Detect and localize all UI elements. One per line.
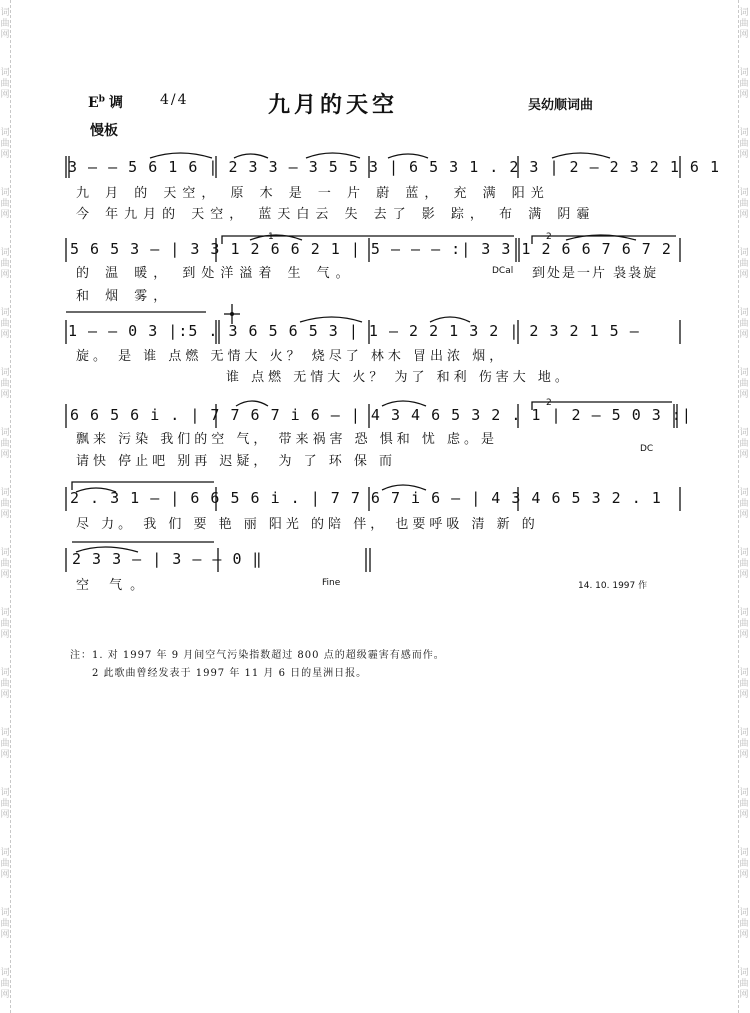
system-4-notes: 6 6 5 6 i . | 7 7 6 7 i 6 — | 4 3 4 6 5 3 2 . 1 | 2 — 5 0 3 :| [70, 406, 692, 424]
volta-2-bracket [532, 236, 676, 244]
system-2-lyric-2: 和 烟 雾， [76, 289, 173, 304]
system-6-notes: 2 3 3 — | 3 — — 0 ‖ [72, 550, 263, 568]
watermark-glyphs: 词 曲 网 [739, 608, 749, 640]
watermark-glyphs: 词 曲 网 [739, 188, 749, 220]
tempo-marking: 慢板 [90, 123, 118, 139]
watermark-glyphs: 词 曲 网 [0, 368, 10, 400]
watermark-glyphs: 词 曲 网 [739, 788, 749, 820]
watermark-glyphs: 词 曲 网 [739, 128, 749, 160]
footnote-1: 注：1. 对 1997 年 9 月间空气污染指数超过 800 点的超级霾害有感而作。 [70, 650, 445, 661]
system-6-lyric-1: 空 气。 [76, 578, 152, 593]
tie [300, 317, 362, 322]
time-signature: 4/4 [160, 92, 189, 108]
watermark-glyphs: 词 曲 网 [0, 608, 10, 640]
composer-credit: 吴幼顺词曲 [528, 98, 594, 113]
watermark-glyphs: 词 曲 网 [739, 368, 749, 400]
volta-bracket [532, 402, 672, 410]
tie [76, 547, 138, 552]
system-2-lyric-1: 的 温 暖， 到处洋溢着 生 气。 [76, 266, 355, 281]
tie [234, 154, 268, 158]
system-3-lyric-1: 旋。 是 谁 点燃 无情大 火？ 烧尽了 林木 冒出浓 烟， [76, 349, 507, 364]
watermark-glyphs: 词 曲 网 [739, 668, 749, 700]
watermark-glyphs: 词 曲 网 [0, 488, 10, 520]
system-1-lyric-2: 今 年九月的 天空， 蓝天白云 失 去了 影 踪， 布 满 阴霾 [76, 207, 596, 222]
volta-2-number: 2 [546, 232, 552, 242]
system-1-lyric-1: 九 月 的 天空， 原 木 是 一 片 蔚 蓝， 充 满 阳光 [76, 186, 550, 201]
watermark-glyphs: 词 曲 网 [0, 728, 10, 760]
key-suffix: 调 [108, 95, 123, 111]
dc-marking: DC [640, 444, 654, 454]
dcal-marking: DCal [492, 266, 514, 276]
tie [552, 153, 610, 158]
watermark-glyphs: 词 曲 网 [0, 788, 10, 820]
tie [76, 488, 116, 492]
watermark-glyphs: 词 曲 网 [0, 68, 10, 100]
watermark-glyphs: 词 曲 网 [739, 968, 749, 1000]
system-4-volta-number: 2 [546, 398, 552, 408]
tie [236, 401, 268, 406]
tie [382, 485, 426, 490]
system-4-lyric-1: 飘来 污染 我们的空 气， 带来祸害 恐 惧和 忧 虑。是 [76, 432, 499, 447]
fine-marking: Fine [322, 578, 341, 588]
song-title: 九月的天空 [268, 92, 399, 118]
tie [306, 153, 360, 158]
watermark-glyphs: 词 曲 网 [0, 668, 10, 700]
system-3-notes: 1 — — 0 3 |:5 . 3 6 5 6 5 3 | 1 — 2 2 1 3 2 | 2 3 2 1 5 — [68, 322, 640, 340]
system-3-lyric-2: 谁 点燃 无情大 火？ 为了 和利 伤害大 地。 [226, 370, 572, 385]
watermark-glyphs: 词 曲 网 [0, 848, 10, 880]
tie [150, 153, 212, 158]
watermark-glyphs: 词 曲 网 [0, 428, 10, 460]
flat-sign: b [98, 94, 105, 105]
watermark-glyphs: 词 曲 网 [739, 728, 749, 760]
watermark-glyphs: 词 曲 网 [739, 548, 749, 580]
volta-1-number: 1 [268, 232, 274, 242]
watermark-glyphs: 词 曲 网 [739, 68, 749, 100]
key-label: E [88, 95, 99, 111]
watermark-glyphs: 词 曲 网 [0, 968, 10, 1000]
watermark-glyphs: 词 曲 网 [0, 248, 10, 280]
system-1-notes: 3 — — 5 6 1 6 | 2 3 3 — 3 5 5 3 | 6 5 3 1 . 2 3 | 2 — 2 3 2 1 6 1 [68, 158, 720, 176]
tie [430, 317, 470, 322]
tie [382, 401, 426, 406]
watermark-glyphs: 词 曲 网 [0, 188, 10, 220]
system-5-notes: 2 . 3 1 — | 6 6 5 6 i . | 7 7 6 7 i 6 — | 4 3 4 6 5 3 2 . 1 [70, 489, 662, 507]
system-5-lyric-1: 尽 力。 我 们 要 艳 丽 阳光 的陪 伴， 也要呼吸 清 新 的 [76, 517, 539, 532]
watermark-glyphs: 词 曲 网 [0, 308, 10, 340]
watermark-glyphs: 词 曲 网 [739, 848, 749, 880]
volta-1-bracket [222, 236, 514, 244]
watermark-glyphs: 词 曲 网 [0, 548, 10, 580]
watermark-glyphs: 词 曲 网 [739, 8, 749, 40]
watermark-glyphs: 词 曲 网 [739, 428, 749, 460]
system-2-notes: 5 6 5 3 — | 3 3 1 2 6 6 2 1 | 5 — — — :| 3 3 1 2 6 6 7 6 7 2 [70, 240, 672, 258]
watermark-glyphs: 词 曲 网 [739, 908, 749, 940]
composition-date: 14. 10. 1997 作 [578, 581, 648, 591]
system-4-lyric-2: 请快 停止吧 别再 迟疑， 为 了 环 保 而 [76, 454, 397, 469]
watermark-glyphs: 词 曲 网 [739, 308, 749, 340]
footnote-2: 2 此歌曲曾经发表于 1997 年 11 月 6 日的星洲日报。 [92, 668, 368, 679]
watermark-glyphs: 词 曲 网 [0, 128, 10, 160]
system-2-lyric-right: 到处是一片 袅袅旋 [532, 266, 659, 281]
watermark-glyphs: 词 曲 网 [739, 488, 749, 520]
watermark-glyphs: 词 曲 网 [0, 8, 10, 40]
watermark-glyphs: 词 曲 网 [0, 908, 10, 940]
segno-dot [230, 312, 234, 316]
tie [388, 154, 428, 158]
watermark-glyphs: 词 曲 网 [739, 248, 749, 280]
volta-bracket [72, 482, 214, 490]
